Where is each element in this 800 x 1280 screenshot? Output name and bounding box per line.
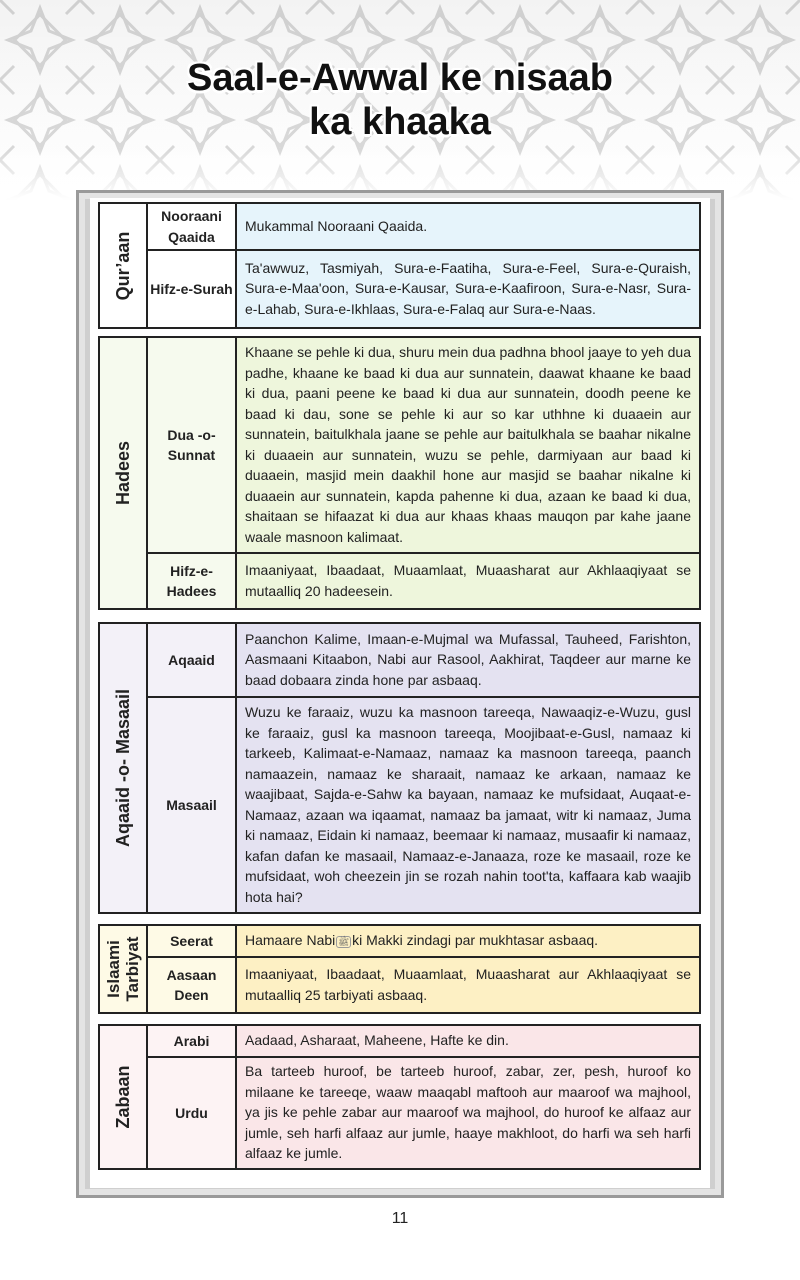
table-row [99, 203, 700, 250]
section-label-cell [99, 203, 147, 328]
row-content: Wuzu ke faraaiz, wuzu ka masnoon tareeqa, Nawaaqiz-e-Wuzu, gusl ke faraaiz, gusl ka masnoon tareeqa, Moojibaat-e-Gusl, namaaz ki tarkeeb, Kalimaat-e-Namaaz, namaaz ka masnoon tareeqa, paanch namaazein, namaaz ke sharaait, namaaz ke arkaan, namaaz ke waajibaat, Sajda-e-Sahw ka bayaan, namaaz ke mufsidaat, Auqaat-e-Namaaz, azaan wa iqaamat, namaaz ba jamaat, witr ki namaaz, Juma ki namaaz, Eidain ki namaaz, beemaar ki namaaz, musaafir ki namaaz, kafan dafan ke masaail, Namaaz-e-Janaaza, roze ke masaail, roze ke mufsidaat, woh cheezein jin se rozah nahin toot'ta, kaffaara kab waajib hota hai? [236, 697, 700, 913]
row-heading: Masaail [147, 697, 236, 913]
section-label-hadees: Hadees [112, 440, 133, 506]
section-label-zabaan: Zabaan [112, 1065, 133, 1129]
table-row [99, 957, 700, 1013]
honorific-calligraphy: ﷺ [338, 936, 350, 947]
row-heading: Hifz-e-Surah [147, 250, 236, 328]
section-label-quran: Qur’aan [112, 231, 133, 300]
section-label-line-2: Tarbiyat [123, 936, 142, 1002]
table-row [99, 553, 700, 609]
row-content: Imaaniyaat, Ibaadaat, Muaamlaat, Muaasharat aur Akhlaaqiyaat se mutaalliq 20 hadeesein. [236, 553, 700, 609]
table-row [99, 1057, 700, 1169]
row-heading: Dua -o- Sunnat [147, 337, 236, 553]
page-title-line-1: Saal-e-Awwal ke nisaab [187, 57, 613, 99]
section-hadees [98, 336, 701, 610]
table-row [99, 925, 700, 957]
section-label-cell [99, 623, 147, 913]
row-content: Khaane se pehle ki dua, shuru mein dua padhna bhool jaaye to yeh dua padhe, khaane ke baad ki dua aur sunnatein, daawat khaane ke baad ki dua, paani peene ke baad ki dua aur sunnatein, doodh peene ke baad ki dau, sone se pehle ki aur so kar uthhne ki duaaein aur sunnatein, baitulkhala jaane se pehle aur baitulkhala se baahar nikalne ki duaaein aur sunnatein, wuzu se pehle, darmiyaan aur baad ki duaaein, masjid mein daakhil hone aur masjid se baahar nikalne ki duaaein aur sunnatein, kapda pahenne ki dua, azaan ke baad ki dua, shaitaan se hifaazat ki dua aur khaas khaas mauqon par kahe jaane waale masnoon kalimaat. [236, 337, 700, 553]
section-label-cell [99, 337, 147, 609]
row-content: Aadaad, Asharaat, Maheene, Hafte ke din. [236, 1025, 700, 1057]
page-title-line-2: ka khaaka [309, 101, 491, 143]
section-label-line-1: Islaami [104, 940, 123, 998]
table-row [99, 337, 700, 553]
page-title [0, 56, 800, 144]
section-label-tarbiyat [104, 924, 142, 1014]
section-islaami-tarbiyat [98, 924, 701, 1014]
row-content [236, 925, 700, 957]
table-row [99, 623, 700, 697]
section-label-aqaaid: Aqaaid -o- Masaail [112, 688, 133, 848]
page-number: 11 [391, 1210, 409, 1227]
table-row [99, 1025, 700, 1057]
section-zabaan [98, 1024, 701, 1170]
table-row [99, 697, 700, 913]
row-content-text: Hamaare Nabi [245, 932, 336, 949]
row-content: Ta'awwuz, Tasmiyah, Sura-e-Faatiha, Sura-e-Feel, Sura-e-Quraish, Sura-e-Maa'oon, Sura-e-Kausar, Sura-e-Kaafiroon, Sura-e-Nasr, Sura-e-Lahab, Sura-e-Ikhlaas, Sura-e-Falaq aur Sura-e-Naas. [236, 250, 700, 328]
section-quran [98, 202, 701, 329]
row-content: Paanchon Kalime, Imaan-e-Mujmal wa Mufassal, Tauheed, Farishton, Aasmaani Kitaabon, Nabi aur Rasool, Aakhirat, Taqdeer aur marne ke baad dobaara zinda hone par asbaaq. [236, 623, 700, 697]
row-content: Ba tarteeb huroof, be tarteeb huroof, zabar, zer, pesh, huroof ko milaane ke tareeqe, waaw maaqabl maftooh aur maaroof wa majhool, ya jis ke pehle zabar aur maaroof wa majhool, do huroof ke alfaaz aur jumle, seh harfi alfaaz aur jumle, haaye makhloot, do harfi wa seh harfi alfaaz ke jumle. [236, 1057, 700, 1169]
row-content: Imaaniyaat, Ibaadaat, Muaamlaat, Muaasharat aur Akhlaaqiyaat se mutaalliq 25 tarbiyati asbaaq. [236, 957, 700, 1013]
row-content-text: ki Makki zindagi par mukhtasar asbaaq. [352, 932, 599, 949]
row-heading: Aqaaid [147, 623, 236, 697]
row-heading: Arabi [147, 1025, 236, 1057]
row-content: Mukammal Nooraani Qaaida. [236, 203, 700, 250]
section-aqaaid-o-masaail [98, 622, 701, 914]
row-heading: Nooraani Qaaida [147, 203, 236, 250]
section-label-cell [99, 925, 147, 1013]
row-heading: Urdu [147, 1057, 236, 1169]
section-label-cell [99, 1025, 147, 1169]
table-row [99, 250, 700, 328]
row-heading: Seerat [147, 925, 236, 957]
row-heading: Aasaan Deen [147, 957, 236, 1013]
row-heading: Hifz-e-Hadees [147, 553, 236, 609]
